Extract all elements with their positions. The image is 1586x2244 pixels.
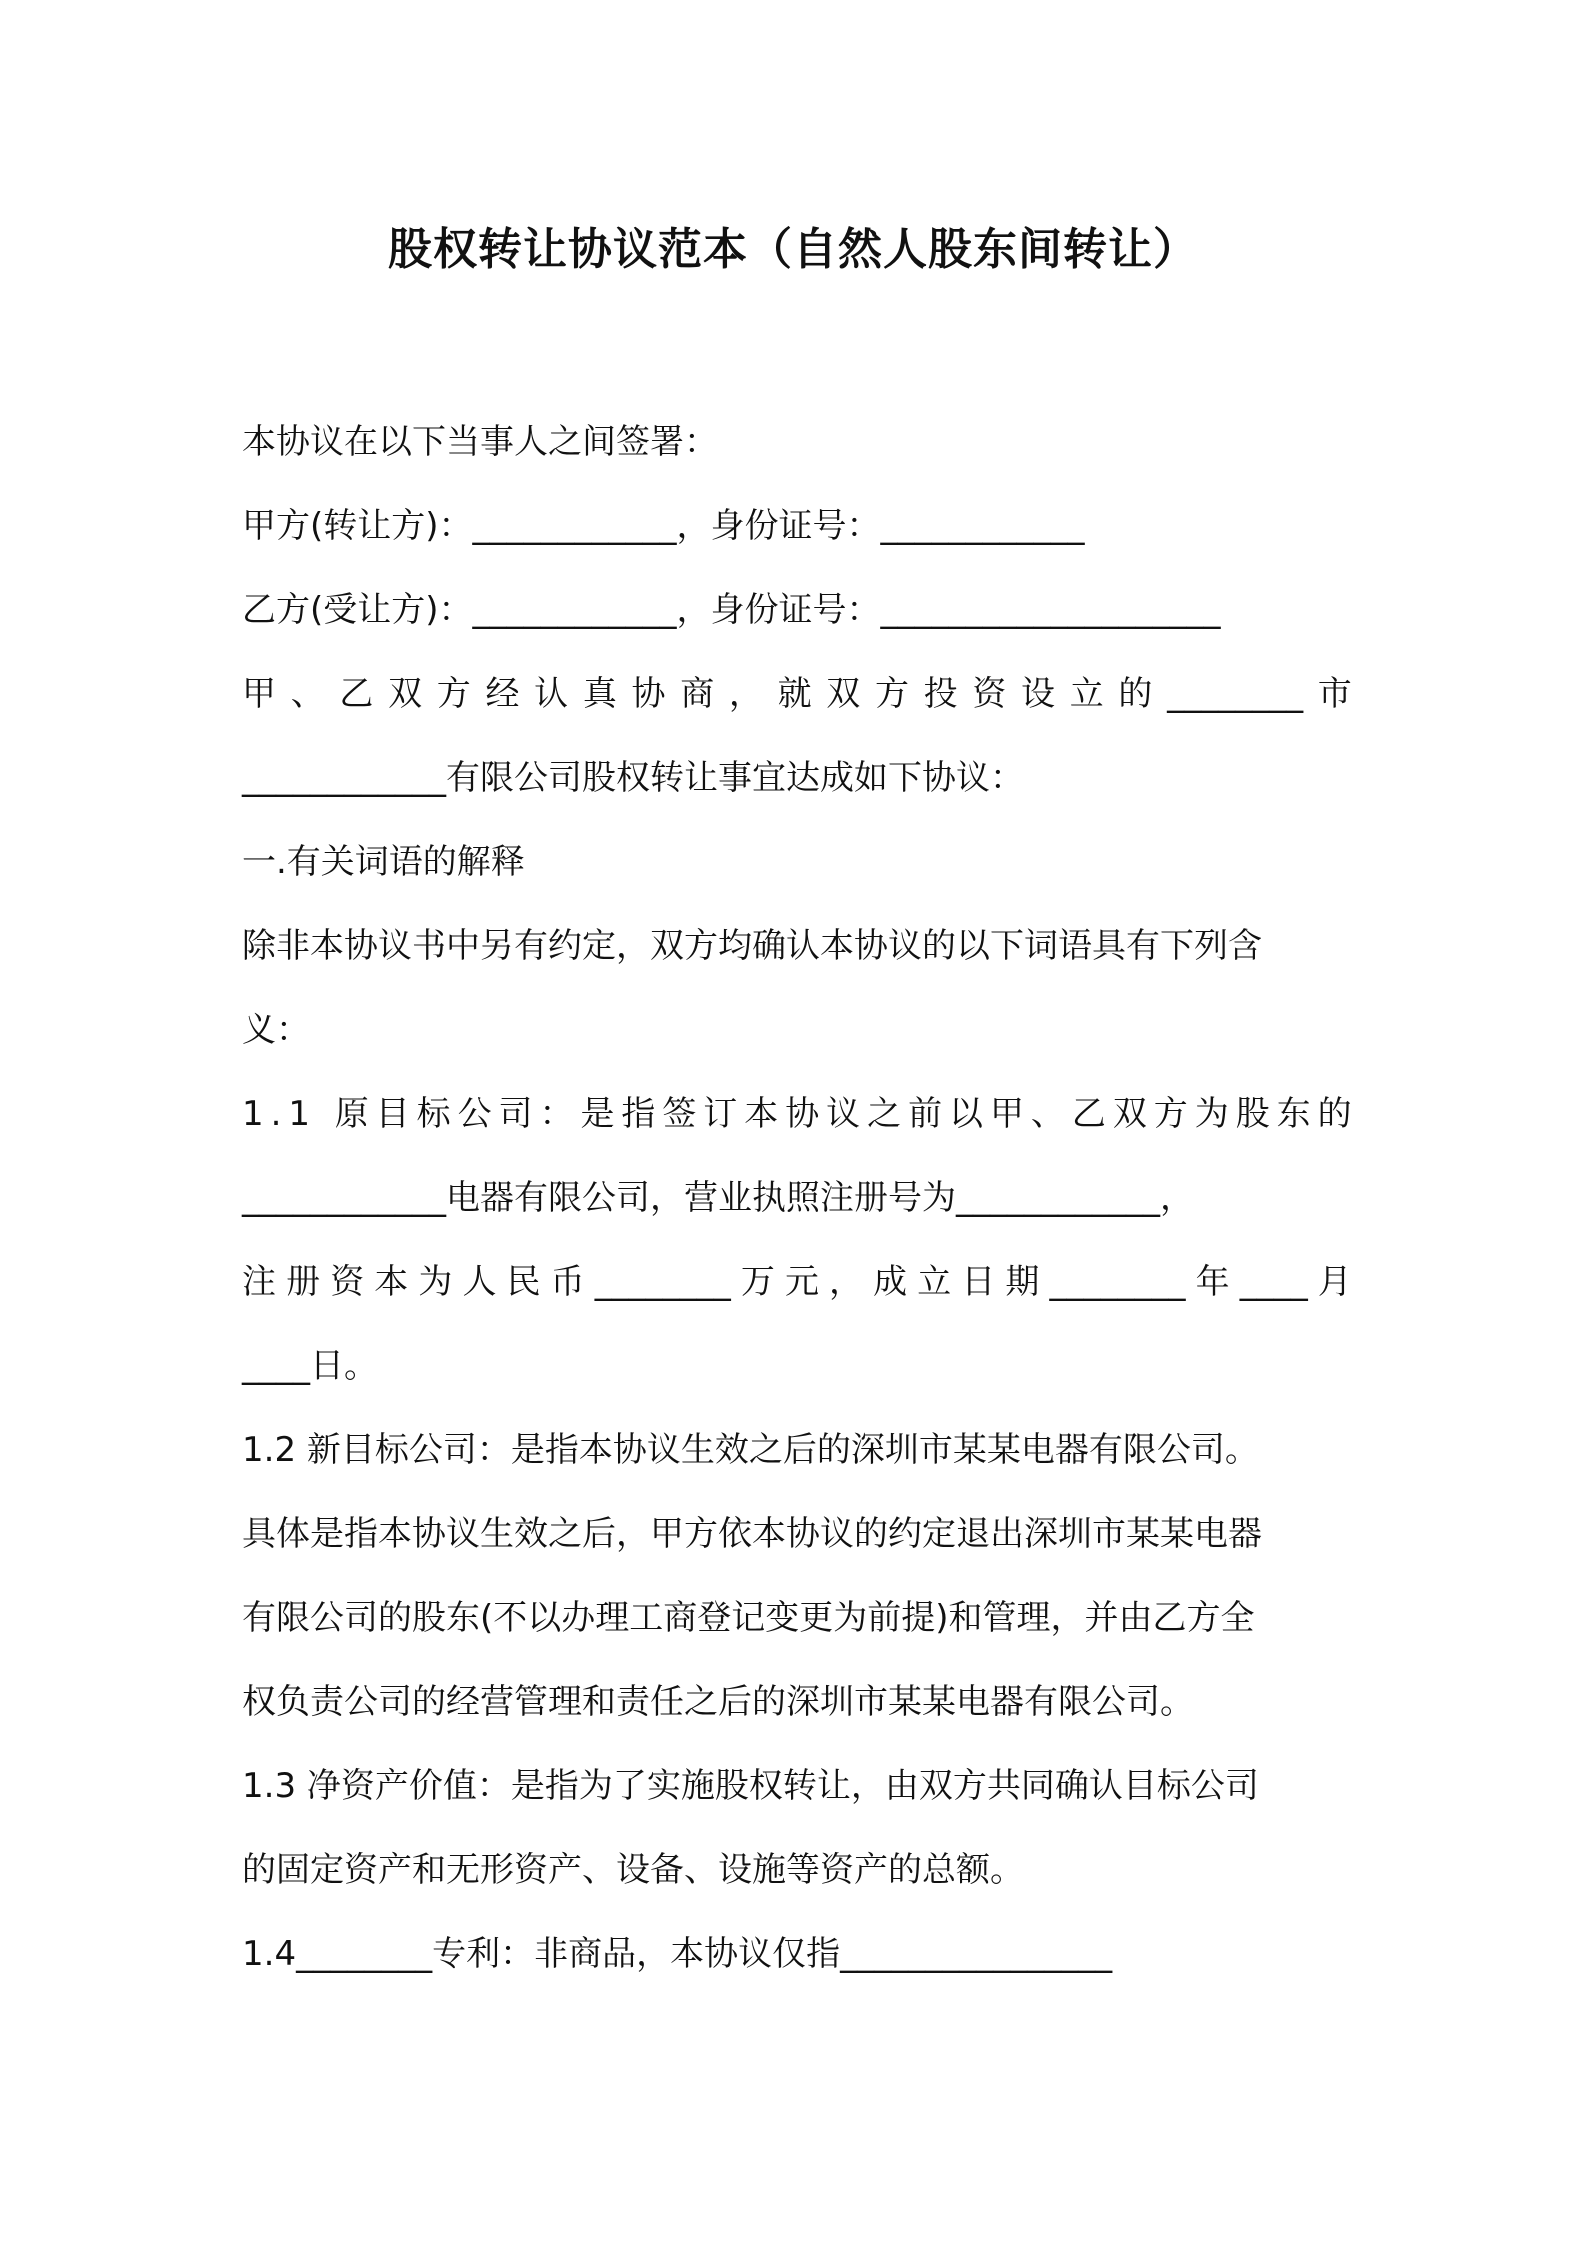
- text-glyph: 商: [680, 674, 715, 714]
- text-glyph: 方: [436, 674, 471, 714]
- text-glyph: 甲: [242, 674, 276, 714]
- text-glyph: 真: [582, 674, 617, 714]
- text-glyph: 以: [949, 1094, 984, 1134]
- text-glyph: 订: [703, 1094, 738, 1134]
- text-glyph: 元: [784, 1262, 819, 1302]
- document-body: [242, 400, 1352, 1996]
- intro-line: 本协议在以下当事人之间签署：: [242, 422, 718, 462]
- text-glyph: ________: [594, 1262, 731, 1302]
- text-glyph: [317, 1072, 328, 1156]
- text-glyph: 公: [457, 1094, 492, 1134]
- text-glyph: ，: [829, 1262, 864, 1302]
- text-glyph: 币: [550, 1262, 585, 1302]
- text-glyph: 就: [777, 674, 812, 714]
- text-glyph: 本: [374, 1262, 409, 1302]
- text-glyph: 标: [416, 1094, 451, 1134]
- text-glyph: 市: [1317, 674, 1352, 714]
- agreement-line: ____________有限公司股权转让事宜达成如下协议：: [242, 758, 1024, 798]
- text-glyph: 经: [485, 674, 520, 714]
- text-glyph: 1: [288, 1094, 310, 1134]
- section-heading: 一.有关词语的解释: [242, 842, 525, 882]
- negotiation-line: [242, 652, 1352, 736]
- clause-1-2-line: 具体是指本协议生效之后，甲方依本协议的约定退出深圳市某某电器: [242, 1514, 1262, 1554]
- text-glyph: 目: [375, 1094, 410, 1134]
- clause-1-3-line: 1.3 净资产价值：是指为了实施股权转让，由双方共同确认目标公司: [242, 1766, 1259, 1806]
- text-glyph: 资: [972, 674, 1007, 714]
- text-glyph: 民: [506, 1262, 541, 1302]
- text-glyph: 签: [662, 1094, 697, 1134]
- paragraph-line: 除非本协议书中另有约定，双方均确认本协议的以下词语具有下列含: [242, 926, 1262, 966]
- text-glyph: 双: [826, 674, 861, 714]
- text-glyph: 之: [867, 1094, 902, 1134]
- text-glyph: 原: [334, 1094, 369, 1134]
- text-glyph: 甲: [989, 1094, 1024, 1134]
- text-glyph: ________: [1167, 674, 1304, 714]
- text-glyph: 立: [917, 1262, 952, 1302]
- text-glyph: 协: [785, 1094, 820, 1134]
- text-glyph: 年: [1195, 1262, 1230, 1302]
- text-glyph: 双: [1112, 1094, 1147, 1134]
- text-glyph: 的: [1317, 1094, 1352, 1134]
- text-glyph: 、: [290, 674, 325, 714]
- party-a-line: 甲方(转让方)：____________，身份证号：____________: [242, 506, 1085, 546]
- clause-1-1-line: [242, 1240, 1352, 1324]
- party-b-line: 乙方(受让方)：____________，身份证号：____________________: [242, 590, 1221, 630]
- clause-1-2-line: 有限公司的股东(不以办理工商登记变更为前提)和管理，并由乙方全: [242, 1598, 1255, 1638]
- text-glyph: 注: [242, 1262, 276, 1302]
- clause-1-3-line: 的固定资产和无形资产、设备、设施等资产的总额。: [242, 1850, 1024, 1890]
- text-glyph: 为: [1194, 1094, 1229, 1134]
- text-glyph: 的: [1118, 674, 1153, 714]
- text-glyph: 月: [1317, 1262, 1352, 1302]
- text-glyph: 指: [621, 1094, 656, 1134]
- text-glyph: ____: [1239, 1262, 1308, 1302]
- text-glyph: 双: [388, 674, 423, 714]
- text-glyph: 投: [923, 674, 958, 714]
- clause-1-2-line: 1.2 新目标公司：是指本协议生效之后的深圳市某某电器有限公司。: [242, 1430, 1259, 1470]
- clause-1-1-line: ____________电器有限公司，营业执照注册号为____________，: [242, 1178, 1194, 1218]
- clause-1-4-line: 1.4________专利：非商品，本协议仅指________________: [242, 1934, 1113, 1974]
- text-glyph: 乙: [339, 674, 374, 714]
- text-glyph: 人: [462, 1262, 497, 1302]
- text-glyph: 前: [908, 1094, 943, 1134]
- text-glyph: 方: [1153, 1094, 1188, 1134]
- text-glyph: ：: [539, 1094, 574, 1134]
- text-glyph: 成: [873, 1262, 908, 1302]
- document-title: 股权转让协议范本（自然人股东间转让）: [388, 224, 1198, 275]
- text-glyph: 万: [740, 1262, 775, 1302]
- text-glyph: 股: [1235, 1094, 1270, 1134]
- paragraph-line: 义：: [242, 1010, 310, 1050]
- text-glyph: 资: [330, 1262, 365, 1302]
- text-glyph: 设: [1021, 674, 1055, 714]
- text-glyph: 立: [1069, 674, 1104, 714]
- text-glyph: 为: [418, 1262, 453, 1302]
- text-glyph: 认: [534, 674, 569, 714]
- text-glyph: ，: [728, 674, 763, 714]
- text-glyph: 协: [631, 674, 666, 714]
- text-glyph: 期: [1005, 1262, 1040, 1302]
- text-glyph: 日: [961, 1262, 996, 1302]
- text-glyph: 本: [744, 1094, 779, 1134]
- text-glyph: 司: [498, 1094, 533, 1134]
- text-glyph: 议: [826, 1094, 861, 1134]
- text-glyph: .: [270, 1094, 282, 1134]
- clause-1-1-line: ____日。: [242, 1346, 378, 1386]
- text-glyph: 东: [1276, 1094, 1311, 1134]
- clause-1-1-line: [242, 1072, 1352, 1156]
- text-glyph: 册: [286, 1262, 321, 1302]
- clause-1-2-line: 权负责公司的经营管理和责任之后的深圳市某某电器有限公司。: [242, 1682, 1194, 1722]
- text-glyph: 、: [1030, 1094, 1065, 1134]
- text-glyph: 1: [242, 1094, 264, 1134]
- text-glyph: 是: [580, 1094, 615, 1134]
- text-glyph: 乙: [1071, 1094, 1106, 1134]
- text-glyph: ________: [1049, 1262, 1186, 1302]
- text-glyph: 方: [874, 674, 909, 714]
